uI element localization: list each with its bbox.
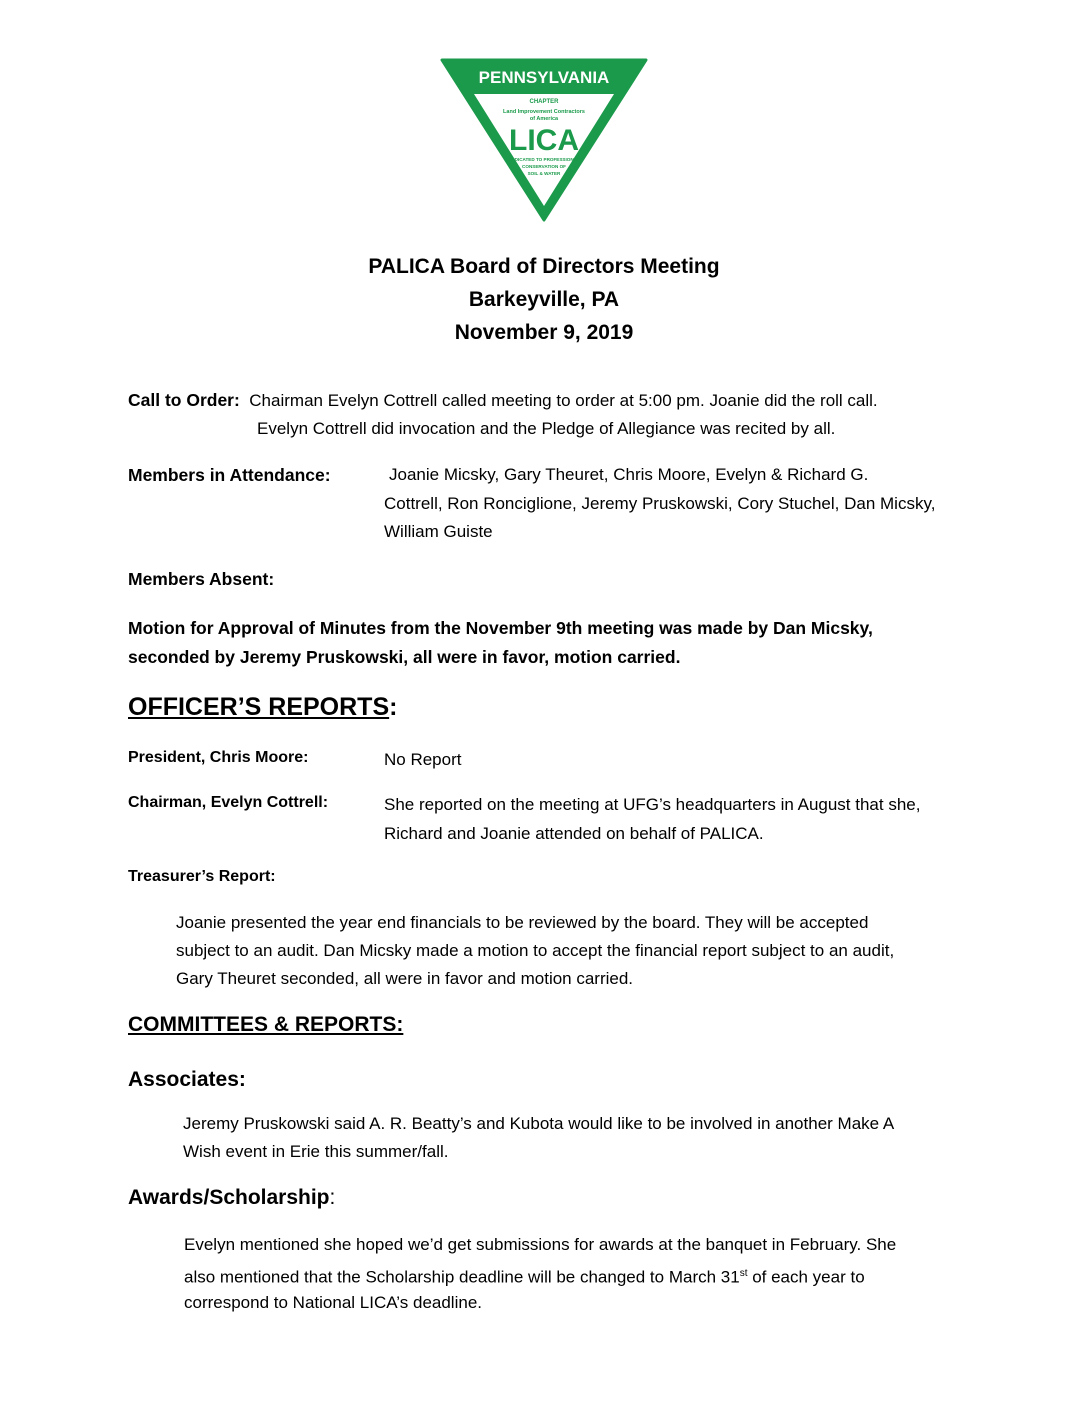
logo-state: PENNSYLVANIA [478,68,610,87]
logo-acronym: LICA [509,124,579,157]
call-to-order-label: Call to Order [128,390,234,410]
call-to-order-text-1: Chairman Evelyn Cottrell called meeting to order at 5:00 pm. Joanie did the roll call. [249,391,878,410]
treasurer-line2: subject to an audit. Dan Micsky made a motion to accept the financial report subject to an audit, [176,941,895,960]
awards-line2-a: also mentioned that the Scholarship deadline will be changed to March 31 [184,1267,740,1287]
awards-line1: Evelyn mentioned she hoped we’d get submissions for awards at the banquet in February. She [184,1235,897,1254]
logo-mission-line3: SOIL & WATER [527,171,561,176]
awards-line2 [184,1260,865,1292]
awards-heading-row: Awards/Scholarship: [128,1186,336,1209]
logo-org-line1: Land Improvement Contractors [503,109,585,115]
logo-chapter: CHAPTER [529,99,559,105]
awards-line2-b: of each year to [747,1267,865,1287]
president-row: President, Chris Moore: [128,749,309,766]
treasurer-label: Treasurer’s Report: [128,868,276,885]
officers-heading: OFFICER’S REPORTS: [128,693,398,721]
chairman-line2: Richard and Joanie attended on behalf of PALICA. [384,824,764,843]
officers-heading-text: OFFICER’S REPORTS [128,693,390,721]
awards-heading: Awards/Scholarship [128,1186,330,1209]
absent-label: Members Absent: [128,569,275,589]
associates-line2: Wish event in Erie this summer/fall. [183,1142,449,1161]
logo-mission-line1: DEDICATED TO PROFESSIONAL [508,157,580,162]
logo-mission-line2: CONSERVATION OF [522,164,566,169]
president-label: President, Chris Moore [128,749,304,766]
minutes-motion-line2: seconded by Jeremy Pruskowski, all were in favor, motion carried. [128,647,681,667]
president-text: No Report [384,750,462,769]
title-block [0,250,1088,349]
attendance-line3: William Guiste [384,522,493,541]
attendance-label: Members in Attendance: [128,465,331,485]
meeting-location: Barkeyville, PA [468,288,620,311]
call-to-order-line1: Call to Order: Chairman Evelyn Cottrell called meeting to order at 5:00 pm. Joanie did the roll call. [128,390,878,410]
call-to-order-text-2: Evelyn Cottrell did invocation and the Pledge of Allegiance was recited by all. [257,419,836,438]
meeting-title: PALICA Board of Directors Meeting [368,255,720,278]
palica-logo [438,56,650,224]
treasurer-line1: Joanie presented the year end financials to be reviewed by the board. They will be accepted [176,913,869,932]
awards-line3: correspond to National LICA’s deadline. [184,1293,482,1312]
attendance-line2: Cottrell, Ron Ronciglione, Jeremy Pruskowski, Cory Stuchel, Dan Micsky, [384,494,936,513]
committees-heading: COMMITTEES & REPORTS: [128,1013,404,1036]
logo-org-line2: of America [529,116,559,122]
chairman-label: Chairman, Evelyn Cottrell: [128,794,329,811]
meeting-date: November 9, 2019 [454,321,634,344]
treasurer-line3: Gary Theuret seconded, all were in favor and motion carried. [176,969,634,988]
associates-heading: Associates: [128,1068,246,1091]
awards-line2-sup: st [739,1268,748,1279]
attendance-line1: Joanie Micsky, Gary Theuret, Chris Moore, Evelyn & Richard G. [389,465,869,484]
minutes-motion-line1: Motion for Approval of Minutes from the November 9th meeting was made by Dan Micsky, [128,618,873,638]
chairman-line1: She reported on the meeting at UFG’s headquarters in August that she, [384,795,921,814]
associates-line1: Jeremy Pruskowski said A. R. Beatty’s and Kubota would like to be involved in another Make A [183,1114,895,1133]
